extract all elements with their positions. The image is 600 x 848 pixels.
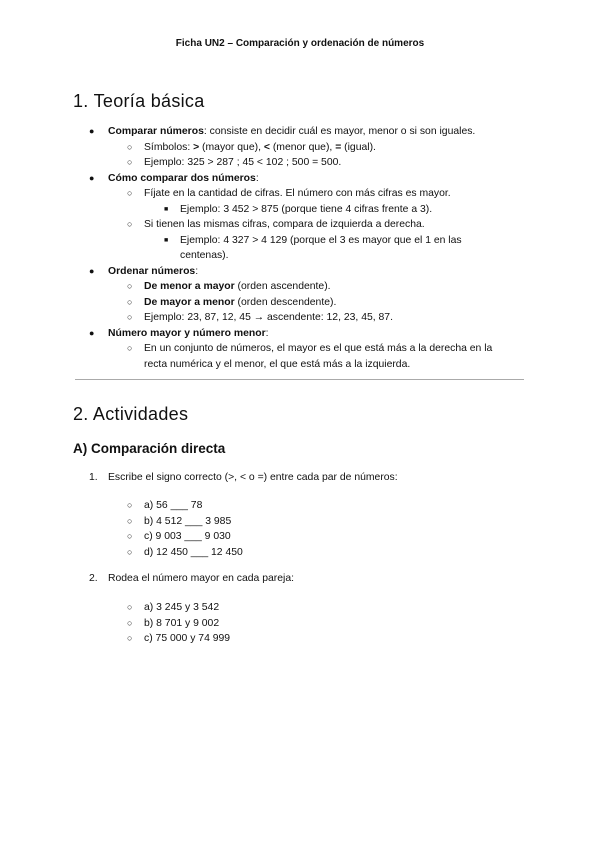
list-item-ejemplo-izquierda-cont	[180, 248, 600, 264]
answer-item	[127, 631, 444, 647]
bullet-circle-icon: ○	[127, 343, 133, 353]
term-comparar: Comparar números	[108, 126, 204, 137]
colon: :	[255, 172, 259, 184]
term-mayor-menor: Número mayor y número menor	[108, 327, 266, 339]
term-como: Cómo comparar dos números	[108, 172, 256, 184]
answer-item	[127, 529, 444, 545]
item-text: a) 3 245 y 3 542	[144, 602, 220, 613]
bullet-disc-icon: ●	[89, 126, 95, 136]
question-text: Rodea el número mayor en cada pareja:	[108, 573, 294, 584]
teoria-list	[89, 124, 528, 372]
list-item-ejemplo-comparar	[127, 155, 564, 171]
symbol-greater-desc: (mayor que),	[199, 141, 264, 153]
bullet-square-icon: ■	[164, 205, 169, 213]
list-item-simbolos	[127, 140, 564, 156]
colon: :	[195, 265, 199, 277]
answer-item	[127, 600, 444, 616]
ejemplo-ordenar: Ejemplo: 23, 87, 12, 45 → ascendente: 12, 23, 45, 87.	[144, 312, 393, 323]
term-descendente: De mayor a menor	[144, 296, 235, 308]
subsection-heading-comparacion: A) Comparación directa	[73, 441, 226, 456]
bullet-square-icon: ■	[164, 236, 169, 244]
bullet-circle-icon: ○	[127, 602, 133, 612]
bullet-circle-icon: ○	[127, 633, 133, 643]
symbol-greater: >	[193, 141, 200, 153]
bullet-circle-icon: ○	[127, 500, 133, 510]
question-2-prompt	[89, 571, 528, 587]
bullet-circle-icon: ○	[127, 157, 133, 167]
symbol-equal-desc: (igual).	[341, 141, 376, 153]
list-item-comparar	[89, 124, 528, 140]
text-izquierda: Si tienen las mismas cifras, compara de izquierda a derecha.	[144, 219, 425, 230]
question-1-prompt	[89, 470, 528, 486]
bullet-disc-icon: ●	[89, 172, 95, 183]
ejemplo-izquierda-line1: Ejemplo: 4 327 > 4 129 (porque el 3 es mayor que el 1 en las	[180, 234, 462, 246]
colon: :	[265, 327, 269, 339]
question-1	[89, 470, 528, 486]
list-item-recta	[127, 341, 564, 357]
question-2-items	[127, 600, 444, 647]
question-number: 2.	[89, 573, 98, 584]
list-item-cifras	[127, 186, 564, 202]
list-item-ejemplo-cifras	[164, 202, 600, 218]
bullet-circle-icon: ○	[127, 312, 133, 322]
list-item-ascendente	[127, 279, 564, 295]
item-text: b) 8 701 y 9 002	[144, 617, 220, 629]
bullet-circle-icon: ○	[127, 617, 133, 628]
text-recta-line1: En un conjunto de números, el mayor es el que está más a la derecha en la	[144, 343, 493, 354]
list-item-mayor-menor	[89, 326, 528, 342]
list-item-izquierda	[127, 217, 564, 233]
answer-item	[127, 514, 444, 530]
answer-item	[127, 616, 444, 632]
question-text: Escribe el signo correcto (>, < o =) entre cada par de números:	[108, 472, 398, 483]
list-item-ejemplo-izquierda	[164, 233, 600, 249]
item-text: d) 12 450 ___ 12 450	[144, 546, 243, 558]
page-header: Ficha UN2 – Comparación y ordenación de números	[175, 38, 425, 49]
bullet-circle-icon: ○	[127, 296, 133, 307]
bullet-circle-icon: ○	[127, 531, 133, 541]
term-ordenar: Ordenar números	[108, 265, 196, 277]
ejemplo-izquierda-line2: centenas).	[180, 250, 229, 261]
list-item-descendente	[127, 295, 564, 311]
question-1-items	[127, 498, 444, 560]
simbolos-prefix: Símbolos:	[144, 141, 194, 153]
list-item-recta-cont	[144, 357, 564, 373]
section-heading-actividades: 2. Actividades	[73, 404, 189, 424]
bullet-circle-icon: ○	[127, 515, 133, 526]
bullet-disc-icon: ●	[89, 327, 95, 338]
list-item-ordenar	[89, 264, 528, 280]
text-descendente: (orden descendente).	[234, 296, 337, 308]
bullet-circle-icon: ○	[127, 546, 133, 557]
term-ascendente: De menor a mayor	[144, 281, 235, 292]
text-cifras: Fíjate en la cantidad de cifras. El número con más cifras es mayor.	[144, 188, 451, 199]
bullet-circle-icon: ○	[127, 219, 133, 229]
section-divider	[75, 379, 524, 380]
list-item-ejemplo-ordenar	[127, 310, 564, 326]
item-text: c) 75 000 y 74 999	[144, 633, 231, 644]
symbol-less: <	[263, 141, 270, 153]
question-2	[89, 571, 528, 587]
item-text: c) 9 003 ___ 9 030	[144, 531, 231, 542]
symbol-equal: =	[335, 141, 342, 153]
bullet-circle-icon: ○	[127, 141, 133, 152]
list-item-como	[89, 171, 528, 187]
ejemplo-comparar: Ejemplo: 325 > 287 ; 45 < 102 ; 500 = 500.	[144, 157, 342, 168]
section-heading-teoria: 1. Teoría básica	[73, 91, 205, 111]
question-number: 1.	[89, 472, 98, 483]
symbol-less-desc: (menor que),	[269, 141, 336, 153]
text-recta-line2: recta numérica y el menor, el que está más a la izquierda.	[144, 358, 411, 370]
text-ascendente: (orden ascendente).	[234, 281, 331, 292]
answer-item	[127, 498, 444, 514]
text-comparar: : consiste en decidir cuál es mayor, menor o si son iguales.	[203, 126, 476, 137]
item-text: b) 4 512 ___ 3 985	[144, 515, 232, 527]
bullet-circle-icon: ○	[127, 188, 133, 198]
ejemplo-cifras: Ejemplo: 3 452 > 875 (porque tiene 4 cifras frente a 3).	[180, 203, 433, 215]
answer-item	[127, 545, 444, 561]
bullet-circle-icon: ○	[127, 281, 133, 291]
item-text: a) 56 ___ 78	[144, 500, 203, 511]
bullet-disc-icon: ●	[89, 265, 95, 276]
